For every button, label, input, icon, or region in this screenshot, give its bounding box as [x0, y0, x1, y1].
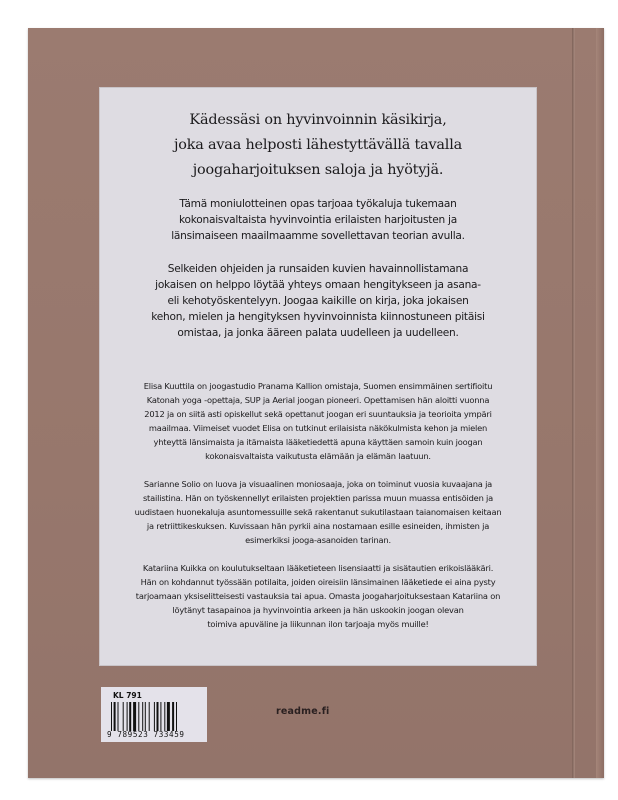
barcode-bar [123, 702, 124, 731]
text-line: tarjoamaan yksiselitteisesti vastauksia tai apua. Omasta joogaharjoituksestaan Katariina on [135, 591, 501, 601]
text-line: kokonaisvaltaista vaikutusta elämään ja elämän laatuun. [205, 451, 431, 461]
barcode-icon [111, 702, 199, 731]
text-line: Tämä moniulotteinen opas tarjoaa työkaluja tukemaan [179, 198, 457, 210]
text-line: löytänyt tasapainoa ja hyvinvointia arkeen ja hän uskookin joogan olevan [172, 605, 464, 615]
text-line: omistaa, ja jonka ääreen palata uudelleen ja uudelleen. [177, 327, 459, 339]
text-line: yhteyttä länsimaista ja itämaista lääketiedettä apuna käyttäen samoin kuin joogan [153, 437, 483, 447]
text-line: Selkeiden ohjeiden ja runsaiden kuvien havainnollistamana [167, 263, 469, 275]
text-line: Katonah yoga -opettaja, SUP ja Aerial joogan pioneeri. Opettamisen hän aloitti vuonna [146, 395, 490, 405]
barcode-label [101, 687, 207, 742]
author-bio-elisa [100, 379, 536, 463]
barcode-bar [154, 702, 155, 731]
text-line: stailistina. Hän on työskennellyt erilaisten projektien parissa muun muassa entisöiden ja [142, 493, 494, 503]
barcode-bar [160, 702, 161, 731]
text-line: jokaisen on helppo löytää yhteys omaan hengitykseen ja asana- [155, 279, 481, 291]
text-line: Sarianne Solio on luova ja visuaalinen moniosaaja, joka on toiminut vuosia kuvaajana ja [143, 479, 493, 489]
text-line: Elisa Kuuttila on joogastudio Pranama Kallion omistaja, Suomen ensimmäinen sertifioitu [143, 381, 493, 391]
barcode-bar [176, 702, 177, 731]
spine-edge [596, 28, 604, 778]
intro-paragraph-2 [100, 261, 536, 341]
text-line: eli kehotyöskentelyyn. Joogaa kaikille on kirja, joka jokaisen [167, 295, 469, 307]
text-line: länsimaiseen maailmaamme sovellettavan teorian avulla. [171, 230, 465, 242]
lead-text [100, 108, 536, 183]
barcode-bar [118, 702, 119, 731]
text-line: 2012 ja on siitä asti opiskellut sekä opettanut joogan eri suuntauksia ja teorioita ympäri [144, 409, 492, 419]
author-bio-katariina [100, 561, 536, 631]
lead-line: joka avaa helposti lähestyttävällä tavalla [174, 137, 462, 153]
barcode-bar [157, 702, 159, 731]
barcode-bar [129, 702, 131, 731]
barcode-bar [149, 702, 150, 731]
text-line: Katariina Kuikka on koulutukseltaan lääketieteen lisensiaatti ja sisätautien erikoislääkäri. [142, 563, 494, 573]
text-line: kehon, mielen ja hengityksen hyvinvoinnista kiinnostuneen pitäisi [151, 311, 485, 323]
barcode-bar [145, 702, 146, 731]
barcode-bar [127, 702, 128, 731]
author-bio-sarianne [100, 477, 536, 547]
barcode-bar [142, 702, 143, 731]
barcode-bar [111, 702, 112, 731]
cover-hinge [572, 28, 575, 778]
text-line: toimiva apuväline ja liikunnan ilon tarjoaja myös muille! [207, 619, 429, 629]
publisher-name: readme.fi [276, 706, 330, 717]
text-line: uudistaen huonekaluja asuntomessuille sekä rakentanut sukutilastaan taianomaisen keitaan [134, 507, 502, 517]
barcode-bar [172, 702, 174, 731]
barcode-bar [167, 702, 170, 731]
barcode-bar [138, 702, 139, 731]
barcode-bar [164, 702, 165, 731]
barcode-bar [133, 702, 136, 731]
text-line: ja retriittikeskuksen. Kuvissaan hän pyrkii aina nostamaan esille esineiden, ihmisten ja [146, 521, 490, 531]
book-back-cover [28, 28, 604, 778]
intro-paragraph-1 [100, 196, 536, 244]
blurb-panel [100, 88, 536, 665]
text-line: esimerkiksi jooga-asanoiden tarinan. [245, 535, 391, 545]
isbn-number: 9 789523 733459 [107, 730, 185, 739]
text-line: maailmaa. Viimeiset vuodet Elisa on tutkinut erilaisista näkökulmista kehon ja mielen [148, 423, 488, 433]
lead-line: joogaharjoituksen saloja ja hyötyjä. [192, 162, 444, 178]
barcode-bar [114, 702, 116, 731]
text-line: kokonaisvaltaista hyvinvointia erilaisten harjoitusten ja [179, 214, 457, 226]
text-line: Hän on kohdannut työssään potilaita, joiden oireisiin länsimainen lääketiede ei aina pysty [140, 577, 496, 587]
lead-line: Kädessäsi on hyvinvoinnin käsikirja, [189, 112, 447, 128]
library-code: KL 791 [113, 691, 142, 700]
